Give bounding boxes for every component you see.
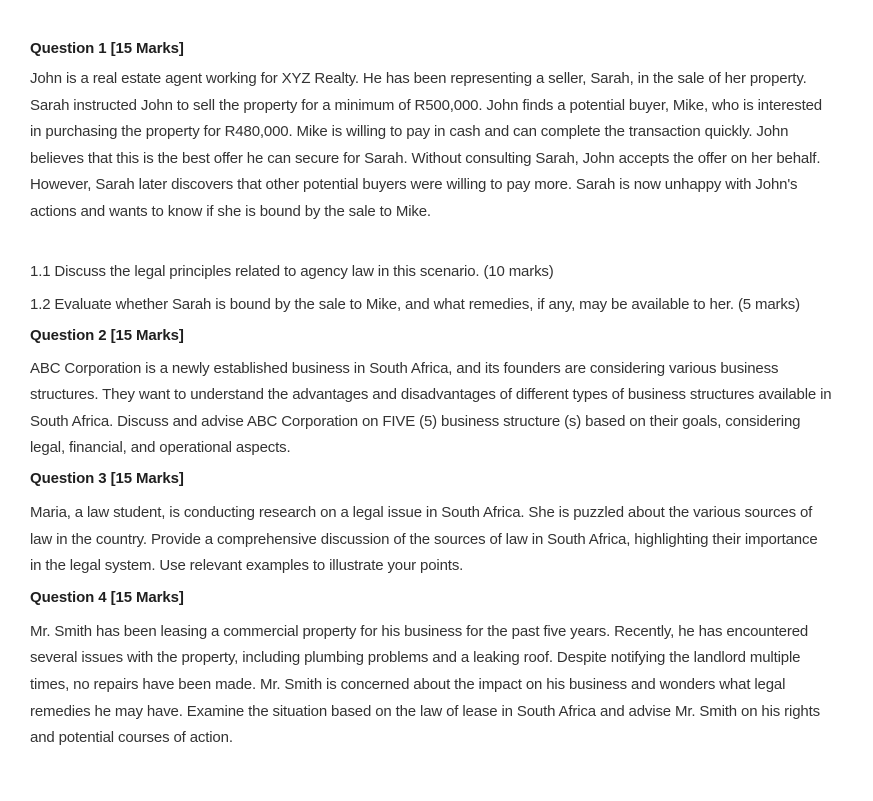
question-1-line: However, Sarah later discovers that other potential buyers were willing to pay more. Sarah is now unhappy with John's bbox=[30, 176, 798, 194]
question-2-line: structures. They want to understand the advantages and disadvantages of different types of business structures available in bbox=[30, 386, 832, 404]
question-4-line: several issues with the property, including plumbing problems and a leaking roof. Despite notifying the landlord multiple bbox=[30, 649, 801, 667]
question-4-line: Mr. Smith has been leasing a commercial property for his business for the past five years. Recently, he has encountered bbox=[30, 622, 809, 640]
question-4-heading: Question 4 [15 Marks] bbox=[30, 588, 184, 606]
question-3-line: Maria, a law student, is conducting research on a legal issue in South Africa. She is puzzled about the various sources of bbox=[30, 503, 813, 521]
question-3-body bbox=[30, 500, 842, 580]
question-1-line: Sarah instructed John to sell the property for a minimum of R500,000. John finds a potential buyer, Mike, who is interested bbox=[30, 96, 822, 114]
question-1-line: actions and wants to know if she is bound by the sale to Mike. bbox=[30, 202, 431, 220]
question-2-body bbox=[30, 356, 842, 462]
question-4-body bbox=[30, 619, 842, 752]
question-1-line: believes that this is the best offer he can secure for Sarah. Without consulting Sarah, John accepts the offer on her behalf. bbox=[30, 149, 821, 167]
assignment-document bbox=[30, 38, 842, 752]
question-3-line: in the legal system. Use relevant examples to illustrate your points. bbox=[30, 557, 464, 575]
question-1-body bbox=[30, 66, 842, 226]
question-1-line: John is a real estate agent working for XYZ Realty. He has been representing a seller, Sarah, in the sale of her property. bbox=[30, 70, 807, 87]
question-2-line: South Africa. Discuss and advise ABC Corporation on FIVE (5) business structure (s) based on their goals, considering bbox=[30, 412, 801, 430]
question-2-heading: Question 2 [15 Marks] bbox=[30, 326, 184, 344]
question-3-line: law in the country. Provide a comprehensive discussion of the sources of law in South Africa, highlighting their importance bbox=[30, 530, 818, 548]
question-4-line: remedies he may have. Examine the situation based on the law of lease in South Africa and advise Mr. Smith on his rights bbox=[30, 702, 820, 720]
question-2-line: legal, financial, and operational aspects. bbox=[30, 439, 291, 457]
question-4-line: times, no repairs have been made. Mr. Smith is concerned about the impact on his business and wonders what legal bbox=[30, 675, 786, 693]
question-3-heading: Question 3 [15 Marks] bbox=[30, 469, 184, 487]
question-1-line: in purchasing the property for R480,000. Mike is willing to pay in cash and can complete the transaction quickly. John bbox=[30, 123, 789, 141]
question-1-heading: Question 1 [15 Marks] bbox=[30, 40, 184, 57]
subquestion-1-2: 1.2 Evaluate whether Sarah is bound by the sale to Mike, and what remedies, if any, may be available to her. (5 marks) bbox=[30, 295, 800, 313]
question-4-line: and potential courses of action. bbox=[30, 729, 233, 747]
question-2-line: ABC Corporation is a newly established business in South Africa, and its founders are considering various business bbox=[30, 359, 779, 377]
subquestion-1-1: 1.1 Discuss the legal principles related to agency law in this scenario. (10 marks) bbox=[30, 262, 554, 280]
